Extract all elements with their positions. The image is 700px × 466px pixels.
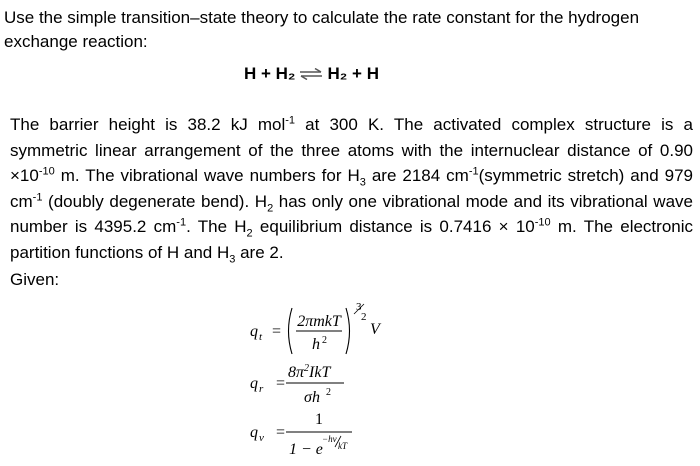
reaction-left: H + H₂ <box>244 64 296 83</box>
exponent: -10 <box>38 165 55 178</box>
para-text: equilibrium distance is 0.7416 × 10 <box>252 217 535 236</box>
qv-exponent-denominator: kT <box>338 441 347 451</box>
right-paren <box>346 308 350 354</box>
qt-exponent-numerator: 3 <box>356 301 362 313</box>
para-text: are 2184 cm <box>365 166 469 185</box>
qt-denominator-exponent: 2 <box>322 335 327 346</box>
qt-denominator: h <box>312 336 320 353</box>
qt-lhs: q <box>250 323 258 340</box>
para-text: (symmetric stretch) and 979 cm <box>10 166 693 211</box>
para-text: m. The vibrational wave numbers for H <box>54 166 360 185</box>
translational-partition-function <box>250 301 382 354</box>
qt-numerator: 2πmkT <box>297 313 341 330</box>
qv-lhs: q <box>250 424 258 441</box>
qv-numerator: 1 <box>315 411 323 428</box>
given-label: Given: <box>10 270 60 289</box>
para-text: m. The electronic partition functions of H and H <box>10 217 693 262</box>
para-text: . The H <box>186 217 247 236</box>
qr-subscript: r <box>259 383 264 395</box>
qv-exponent-numerator: −hν <box>322 434 337 444</box>
para-text: (doubly degenerate bend). H <box>42 191 268 211</box>
left-paren <box>289 308 293 354</box>
para-text: has only one vibrational mode and its vibrational wave number is 4395.2 cm <box>10 191 693 236</box>
reaction-right: H₂ + H <box>327 64 379 83</box>
subscript: 2 <box>246 227 253 240</box>
qr-denominator-exponent: 2 <box>326 387 331 398</box>
exponent: -1 <box>285 114 296 127</box>
subscript: 3 <box>229 252 236 265</box>
qt-equals: = <box>272 323 282 340</box>
problem-intro: Use the simple transition–state theory to calculate the rate constant for the hydrogen exchange reaction: <box>4 8 640 51</box>
exponent: -1 <box>32 190 43 203</box>
qt-volume: V <box>370 321 380 338</box>
rotational-partition-function <box>250 363 344 406</box>
qt-subscript: t <box>259 331 263 343</box>
qv-denominator: 1 − e <box>289 441 323 458</box>
qr-numerator <box>288 363 331 381</box>
exponent: -10 <box>534 216 551 229</box>
para-text: are 2. <box>235 242 284 262</box>
qv-subscript: v <box>259 432 264 444</box>
subscript: 3 <box>359 176 366 189</box>
exponent: -1 <box>468 165 479 178</box>
qr-denominator: σh <box>304 389 320 406</box>
qt-exponent-denominator: 2 <box>361 311 367 323</box>
qr-numerator-tail: IkT <box>309 364 331 381</box>
exponent: -1 <box>176 216 187 229</box>
subscript: 2 <box>267 201 274 214</box>
qr-numerator-base: 8π <box>288 364 305 381</box>
qr-lhs: q <box>250 375 258 392</box>
qv-equals: = <box>276 424 286 441</box>
vibrational-partition-function <box>250 411 352 458</box>
qr-numerator-exponent: 2 <box>304 363 310 374</box>
para-text: at 300 K. The activated complex structure is a symmetric linear arrangement of the three atoms with the internuclear distance of 0.90 ×10 <box>10 115 693 185</box>
qr-equals: = <box>276 375 286 392</box>
para-text: The barrier height is 38.2 kJ mol <box>10 115 286 134</box>
